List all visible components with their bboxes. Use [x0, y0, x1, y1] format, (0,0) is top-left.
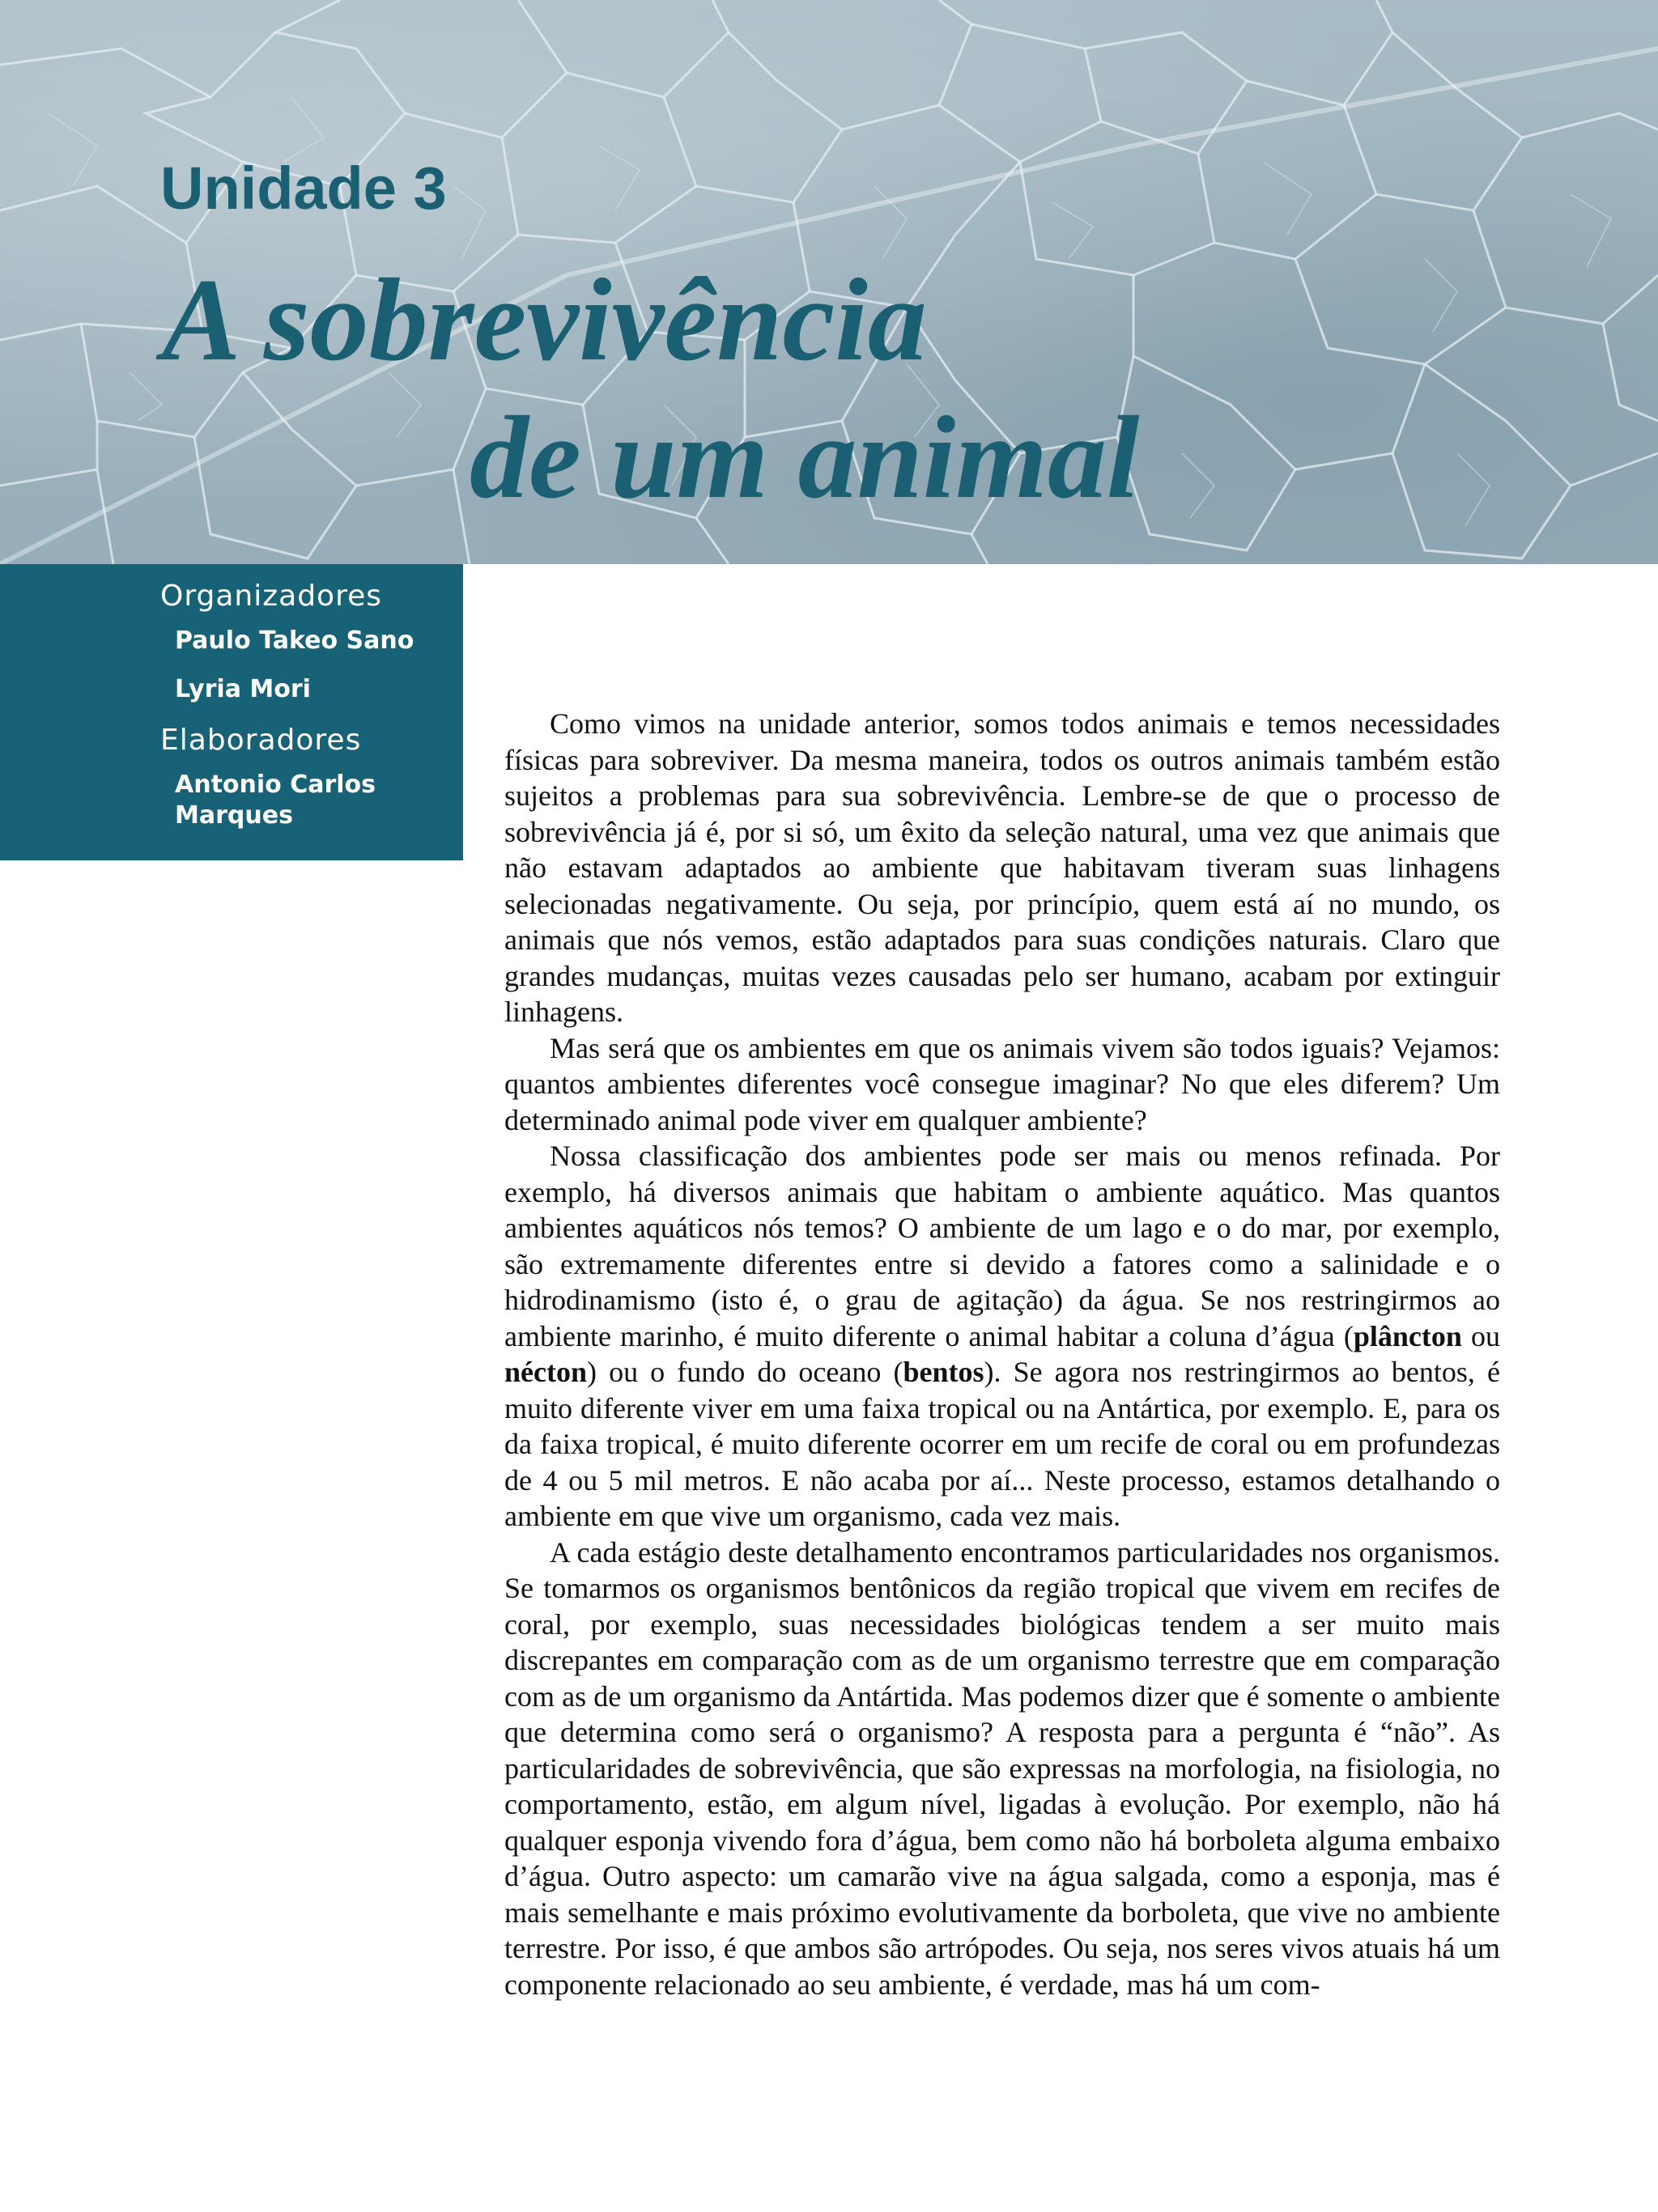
elaborator-name: Antonio Carlos Marques: [175, 771, 376, 830]
chapter-title-line-1: A sobrevivência: [162, 254, 927, 385]
paragraph: Mas será que os ambientes em que os animais vivem são todos iguais? Vejamos: quantos ambientes diferentes você consegue imaginar? No que eles diferem? Um determinado animal pode viver em qualquer ambiente?: [504, 1031, 1500, 1136]
paragraph: [504, 1138, 1500, 1535]
text-run: ). Se agora nos restringirmos ao bentos, é muito diferente viver em uma faixa tropical ou na Antártica, por exemplo. E, para os da faixa tropical, é muito diferente ocorrer em um recife de coral ou em profundezas de 4 ou 5 mil metros. E não acaba por aí... Neste processo, estamos detalhando o ambiente em que vive um organismo, cada vez mais.: [504, 1356, 1500, 1532]
organizer-name: Paulo Takeo Sano: [175, 626, 414, 655]
term-plancton: plâncton: [1353, 1319, 1462, 1352]
paragraph: Como vimos na unidade anterior, somos todos animais e temos necessidades físicas para sobreviver. Da mesma maneira, todos os outros animais também estão sujeitos a problemas para sua sobrevivência. Lembre-se de que o processo de sobrevivência já é, por si só, um êxito da seleção natural, uma vez que animais que não estavam adaptados ao ambiente que habitavam tiveram suas linhagens selecionadas negativamente. Ou seja, por princípio, quem está aí no mundo, os animais que nós vemos, estão adaptados para suas condições naturais. Claro que grandes mudanças, muitas vezes causadas pelo ser humano, acabam por extinguir linhagens.: [504, 707, 1500, 1028]
text-run: ou: [1461, 1319, 1500, 1352]
body-text: [504, 706, 1500, 2002]
paragraph: A cada estágio deste detalhamento encontramos particularidades nos organismos. Se tomarmos os organismos bentônicos da região tropical que vivem em recifes de coral, por exemplo, suas necessidades biológicas tendem a ser muito mais discrepantes em comparação com as de um organismo terrestre que em comparação com as de um organismo da Antártida. Mas podemos dizer que é somente o ambiente que determina como será o organismo? A resposta para a pergunta é “não”. As particularidades de sobrevivência, que são expressas na morfologia, na fisiologia, no comportamento, estão, em algum nível, ligadas à evolução. Por exemplo, não há qualquer esponja vivendo fora d’água, bem como não há borboleta alguma embaixo d’água. Outro aspecto: um camarão vive na água salgada, como a esponja, mas é mais semelhante e mais próximo evolutivamente da borboleta, que vive no ambiente terrestre. Por isso, é que ambos são artrópodes. Ou seja, nos seres vivos atuais há um componente relacionado ao seu ambiente, é verdade, mas há um com-: [504, 1535, 1500, 2001]
organizers-heading: Organizadores: [160, 580, 382, 613]
credits-box: [0, 564, 463, 860]
text-run: ) ou o fundo do oceano (: [587, 1356, 903, 1388]
organizer-name: Lyria Mori: [175, 675, 311, 703]
text-run: Nossa classificação dos ambientes pode ser mais ou menos refinada. Por exemplo, há diversos animais que habitam o ambiente aquático. Mas quantos ambientes aquáticos nós temos? O ambiente de um lago e o do mar, por exemplo, são extremamente diferentes entre si devido a fatores como a salinidade e o hidrodinamismo (isto é, o grau de agitação) da água. Se nos restringirmos ao ambiente marinho, é muito diferente o animal habitar a coluna d’água (: [504, 1140, 1500, 1352]
term-bentos: bentos: [903, 1356, 984, 1388]
header-texture: [0, 0, 1658, 564]
unit-label: Unidade 3: [160, 155, 447, 222]
term-necton: nécton: [504, 1356, 587, 1388]
chapter-title-line-2: de um animal: [470, 392, 1140, 523]
elaborators-heading: Elaboradores: [160, 724, 362, 757]
